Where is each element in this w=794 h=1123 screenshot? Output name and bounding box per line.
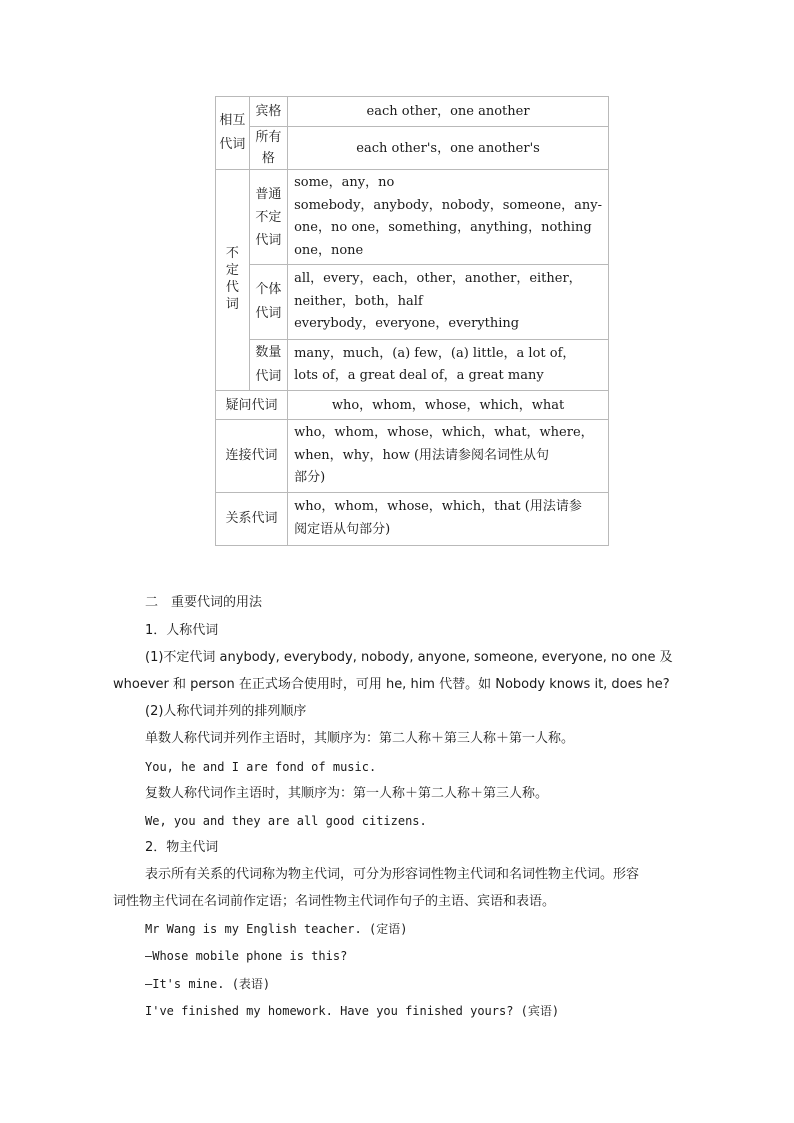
example-plural: We, you and they are all good citizens. <box>145 814 427 828</box>
paragraph-plural-order: 复数人称代词作主语时，其顺序为：第一人称＋第二人称＋第三人称。 <box>145 786 549 801</box>
row-label-individual: 个体代词 <box>249 265 287 340</box>
example-predicative: —It's mine. (表语) <box>145 977 271 991</box>
row-label-relative: 关系代词 <box>216 492 288 545</box>
row-label-objective: 宾格 <box>249 97 287 127</box>
row-content-general-indefinite: some，any，no somebody，anybody，nobody，someone，any- one，no one，something，anything，nothing one，none <box>288 170 609 265</box>
example-object: I've finished my homework. Have you finished yours? (宾语) <box>145 1004 560 1018</box>
example-attributive: Mr Wang is my English teacher. (定语) <box>145 922 408 936</box>
row-label-possessive: 所有格 <box>249 127 287 170</box>
row-content-conjunctive: who，whom，whose，which，what，where， when，why，how (用法请参阅名词性从句 部分) <box>288 420 609 493</box>
paragraph-indefinite-rule-line2: whoever 和 person 在正式场合使用时，可用 he, him 代替。如 Nobody knows it, does he? <box>113 677 670 692</box>
row-label-interrogative: 疑问代词 <box>216 391 288 420</box>
paragraph-order-heading: (2)人称代词并列的排列顺序 <box>145 704 307 719</box>
paragraph-possessive-line2: 词性物主代词在名词前作定语；名词性物主代词作句子的主语、宾语和表语。 <box>113 894 556 909</box>
subsection-possessive-pronouns: 2．物主代词 <box>145 840 219 855</box>
row-content-objective: each other，one another <box>288 97 609 127</box>
mutual-pronoun-group: 相互代词 <box>216 97 250 170</box>
row-content-quantity: many，much，(a) few，(a) little，a lot of， lots of，a great deal of，a great many <box>288 340 609 391</box>
row-content-possessive: each other's，one another's <box>288 127 609 170</box>
example-question: —Whose mobile phone is this? <box>145 949 348 963</box>
row-content-individual: all，every，each，other，another，either， neither，both，half everybody，everyone，everything <box>288 265 609 340</box>
section-heading: 二 重要代词的用法 <box>145 595 263 610</box>
row-content-interrogative: who，whom，whose，which，what <box>288 391 609 420</box>
row-label-conjunctive: 连接代词 <box>216 420 288 493</box>
row-label-quantity: 数量代词 <box>249 340 287 391</box>
paragraph-indefinite-rule-line1: (1)不定代词 anybody, everybody, nobody, anyone, someone, everyone, no one 及 <box>145 650 673 665</box>
paragraph-singular-order: 单数人称代词并列作主语时，其顺序为：第二人称＋第三人称＋第一人称。 <box>145 731 575 746</box>
example-singular: You, he and I are fond of music. <box>145 760 377 774</box>
row-label-general-indefinite: 普通不定代词 <box>249 170 287 265</box>
pronoun-table <box>215 96 609 546</box>
indefinite-pronoun-group: 不定代词 <box>216 170 250 391</box>
paragraph-possessive-line1: 表示所有关系的代词称为物主代词，可分为形容词性物主代词和名词性物主代词。形容 <box>145 867 640 882</box>
subsection-personal-pronouns: 1．人称代词 <box>145 623 219 638</box>
row-content-relative: who，whom，whose，which，that (用法请参 阅定语从句部分) <box>288 492 609 545</box>
